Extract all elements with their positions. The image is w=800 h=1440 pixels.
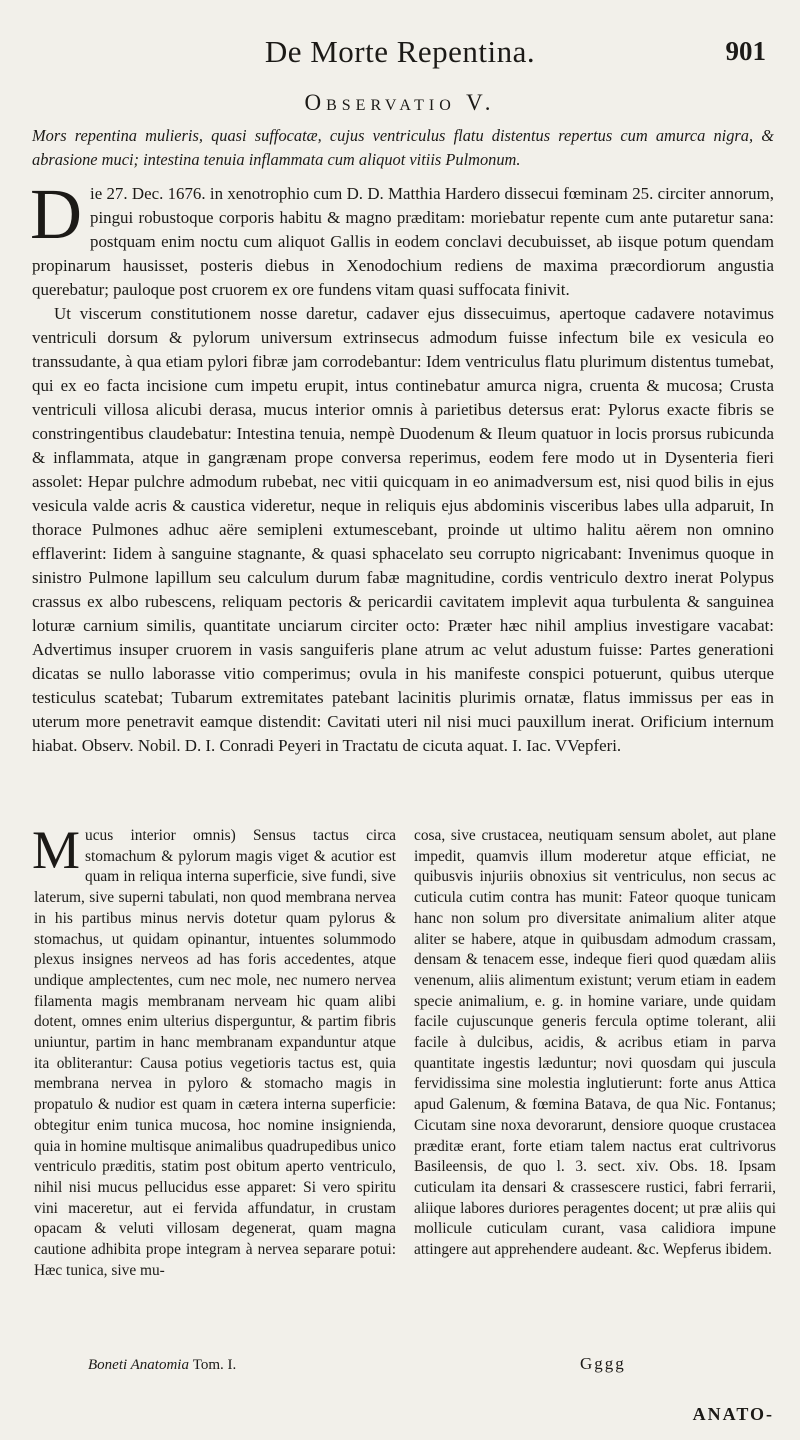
footer-book-title (88, 1357, 236, 1374)
commentary-drop-cap: M (32, 820, 81, 880)
commentary-right-text: cosa, sive crustacea, neutiquam sensum abolet, aut plane impedit, quamvis illum moderetur atque efficiat, ne quibusvis injuriis obnoxius sit ventriculus, non secus ac cuticula cutim contra has munit: Fateor quoque tunicam hanc non solum pro diversitate animalium aliter atque aliter se habere, atque in quibusdam admodum crassam, densam & tenacem esse, indeque fieri quod quædam aliis venenum, aliis alimentum existunt; verum etiam in eadem specie animalium, e. g. in homine variare, unde quidam facile cujuscunque generis fercula optime tolerant, alii facile à dulcibus, acidis, & acribus etiam in parva quantitate ingestis læduntur; novi quosdam qui juscula fervidissima sine molestia inglutierunt: forte anus Attica apud Galenum, & fœmina Batava, de qua Nic. Fontanus; Cicutam sine noxa devorarunt, densiore quoque crustacea præditæ erant, forte etiam talem nactus erat cultrivorus Basileensis, de quo l. 3. sect. xiv. Obs. 18. Ipsam cuticulam ita densari & crassescere rustici, fabri ferrarii, aliique labores duriores peragentes docent; ut præ aliis qui mollicule cuticulam curant, vasa calidiora impune attingere aut apprehendere audeant. &c. Wepferus ibidem. (414, 827, 776, 1259)
catchword: ANATO- (692, 1404, 774, 1424)
commentary-left-column (32, 820, 396, 1281)
commentary-left-text (32, 820, 396, 1281)
observation-paragraph-2: Ut viscerum constitutionem nosse daretur, cadaver ejus dissecuimus, apertoque cadavere notavimus ventriculi dorsum & pylorum universum extrinsecus admodum fuisse infectum bile ex vesicula eo transsudante, à qua etiam pylori fibræ jam corrodebantur: Idem ventriculus flatu plurimum distentus tumebat, qui ex eo facta incisione cum impetu erupit, intus continebatur amurca nigra, cruenta & mucosa; Crusta ventriculi villosa alicubi derasa, mucus interior omnis à parietibus detersus erat: Pylorus exacte fibris se constringentibus claudebatur: Intestina tenuia, nempè Duodenum & Ileum quatuor in locis prorsus rubicunda & inflammata, atque in gangrænam prope conversa reperimus, eodem fere modo ut in Dysenteria fieri assolet: Hepar pulchre admodum rubebat, nec vitii quicquam in eo animadversum est, nisi quod bilis in ejus vesicula valde acris & caustica videretur, neque in reliquis ejus abdominis visceribus labes ulla adparuit, In thorace Pulmones adhuc aëre semipleni extumescebant, proinde ut ultimo halitu aërem non omnino efflaverint: Iidem à sanguine stagnante, & quasi sphacelato seu corrupto nigricabant: Invenimus quoque in sinistro Pulmone lapillum seu calculum durum fabæ magnitudine, cordis ventriculo dextro inerat Polypus crassus ex albo rubescens, reliquam pectoris & pericardii cavitatem implevit aqua turbulenta & sanguinea loturæ carnium similis, quantitate unciarum circiter octo: Præter hæc nihil amplius investigare vacabat: Advertimus insuper cruorem in vasis sanguiferis plane atrum ac velut adustum fuisse: Partes generationi dicatas se nullo laborasse vitio comperimus; ovula in his manifeste conspici potuerunt, quibus uterque testiculus scatebat; Tubarum extremitates patebant lacinitis plurimis ornatæ, flatus immissus per eas in uterum more penetravit eamque distendit: Cavitati uteri nil nisi muci pauxillum inerat. Orificium internum hiabat. Observ. Nobil. D. I. Conradi Peyeri in Tractatu de cicuta aquat. I. Iac. VVepferi. (32, 304, 774, 755)
column-text: ucus interior omnis) Sensus tactus circa stomachum & pylorum magis viget & acutior est quam in reliqua interna superficie, sive fundi, sive laterum, sive superni tabulati, non quod membrana nervea in his partibus minus nervis dotetur quam pylorus & stomachus, ut quidam opinantur, intuentes solummodo plexus insignes nerveos ad has foris accedentes, atque undique amplectentes, cum nec mole, nec numero nervea filamenta magis membranam nerveam hic quam alibi dotent, omnes enim ulterius disperguntur, & partim fibris uniuntur, partim in hanc membranam expanduntur atque ita obliterantur: Causa potius vegetioris tactus est, quia membrana nervea in pyloro & stomacho magis in propatulo & nudior est quam in cætera interna superficie: obtegitur enim tunica mucosa, hoc nomine insignienda, quia in homine multisque animalibus quadrupedibus unico ventriculo præditis, statim post obitum aperto ventriculo, nihil nisi mucus pellucidus esse apparet: Si vero spiritu vini maceretur, aut ei fervida affundatur, in crustam opacam & veluti villosam degenerat, quam magna cautione adhibita prope integram à nervea separare potui: Hæc tunica, sive mu- (34, 827, 396, 1279)
book-tome: Tom. I. (192, 1357, 237, 1373)
observation-summary: Mors repentina mulieris, quasi suffocatæ, cujus ventriculus flatu distentus repertus cum amurca nigra, & abrasione muci; intestina tenuia inflammata cum aliquot vitiis Pulmonum. (32, 126, 774, 169)
book-title: Boneti Anatomia (88, 1357, 189, 1373)
page-number: 901 (725, 36, 766, 66)
running-title: De Morte Repentina. (264, 34, 536, 69)
observation-heading: Observatio V. (304, 90, 496, 115)
observation-paragraph-1 (30, 174, 774, 302)
signature-mark: Gggg (580, 1354, 626, 1373)
drop-cap: D (30, 174, 82, 254)
observation-body (30, 174, 774, 758)
commentary-right-column (414, 826, 776, 1261)
paragraph-text: ie 27. Dec. 1676. in xenotrophio cum D. D. Matthia Hardero dissecui fœminam 25. circiter annorum, pingui robustoque corporis habitu & magno præditam: moriebatur repente cum ante putaretur sana: postquam enim noctu cum aliquot Gallis in eodem conclavi decubuisset, ab iisque potum quendam propinarum hausisset, posteris diebus in Xenodochium rediens de maxima præcordiorum angustia querebatur; pauloque post cruorem ex ore fundens vitam quasi suffocata finivit. (32, 184, 774, 299)
